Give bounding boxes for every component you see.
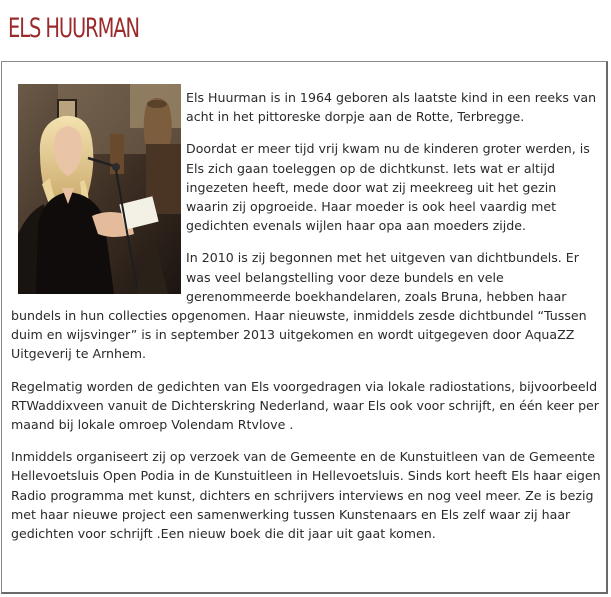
paragraph-birth: Els Huurman is in 1964 geboren als laatste kind in een reeks van acht in het pittoreske dorpje aan de Rotte, Terbregge. bbox=[186, 90, 597, 125]
paragraph-current-projects: Inmiddels organiseert zij op verzoek van de Gemeente en de Kunstuitleen van de Gemeente Hellevoetsluis Open Podia in de Kunstuitleen in Hellevoetsluis. Sinds kort heeft Els haar eigen Radio programma met kunst, dichters en schrijvers interviews en nog veel meer. Ze is bezig met haar nieuwe project een samenwerking tussen Kunstenaars en Els zelf waar zij haar gedichten voor schrijft .Een nieuw boek die dit jaar uit gaat komen. bbox=[11, 449, 601, 542]
paragraph-poetry-start: Doordat er meer tijd vrij kwam nu de kinderen groter werden, is Els zich gaan toeleggen op de dichtkunst. Iets wat er altijd ingezeten heeft, mede door wat zij meekreeg uit het gezin waarin zij opgroeide. Haar moeder is ook heel vaardig met gedichten evenals wijlen haar opa aan moeders zijde. bbox=[186, 141, 590, 234]
paragraph-radio: Regelmatig worden de gedichten van Els voorgedragen via lokale radiostations, bijvoorbeeld RTWaddixveen vanuit de Dichterskring Nederland, waar Els ook voor schrijft, en één keer per maand bij lokale omroep Volendam Rtvlove . bbox=[11, 378, 599, 433]
content-frame bbox=[1, 61, 608, 594]
site-title[interactable] bbox=[8, 14, 139, 44]
site-header bbox=[0, 0, 611, 60]
site-title-last-name: HUURMAN bbox=[45, 13, 139, 44]
paragraph-publishing: In 2010 is zij begonnen met het uitgeven van dichtbundels. Er was veel belangstelling voor deze bundels en vele gerenommeerde boekhandelaren, zoals Bruna, hebben haar bundels in hun collecties opgenomen. Haar nieuwste, inmiddels zesde dichtbundel “Tussen duim en wijsvinger” is in september 2013 uitgekomen en wordt uitgegeven door AquaZZ Uitgeverij te Arnhem. bbox=[11, 250, 587, 362]
portrait-photo-image bbox=[18, 84, 181, 294]
portrait-photo bbox=[18, 84, 181, 294]
biography-article bbox=[11, 88, 601, 556]
site-title-first-name: ELS bbox=[8, 13, 41, 44]
